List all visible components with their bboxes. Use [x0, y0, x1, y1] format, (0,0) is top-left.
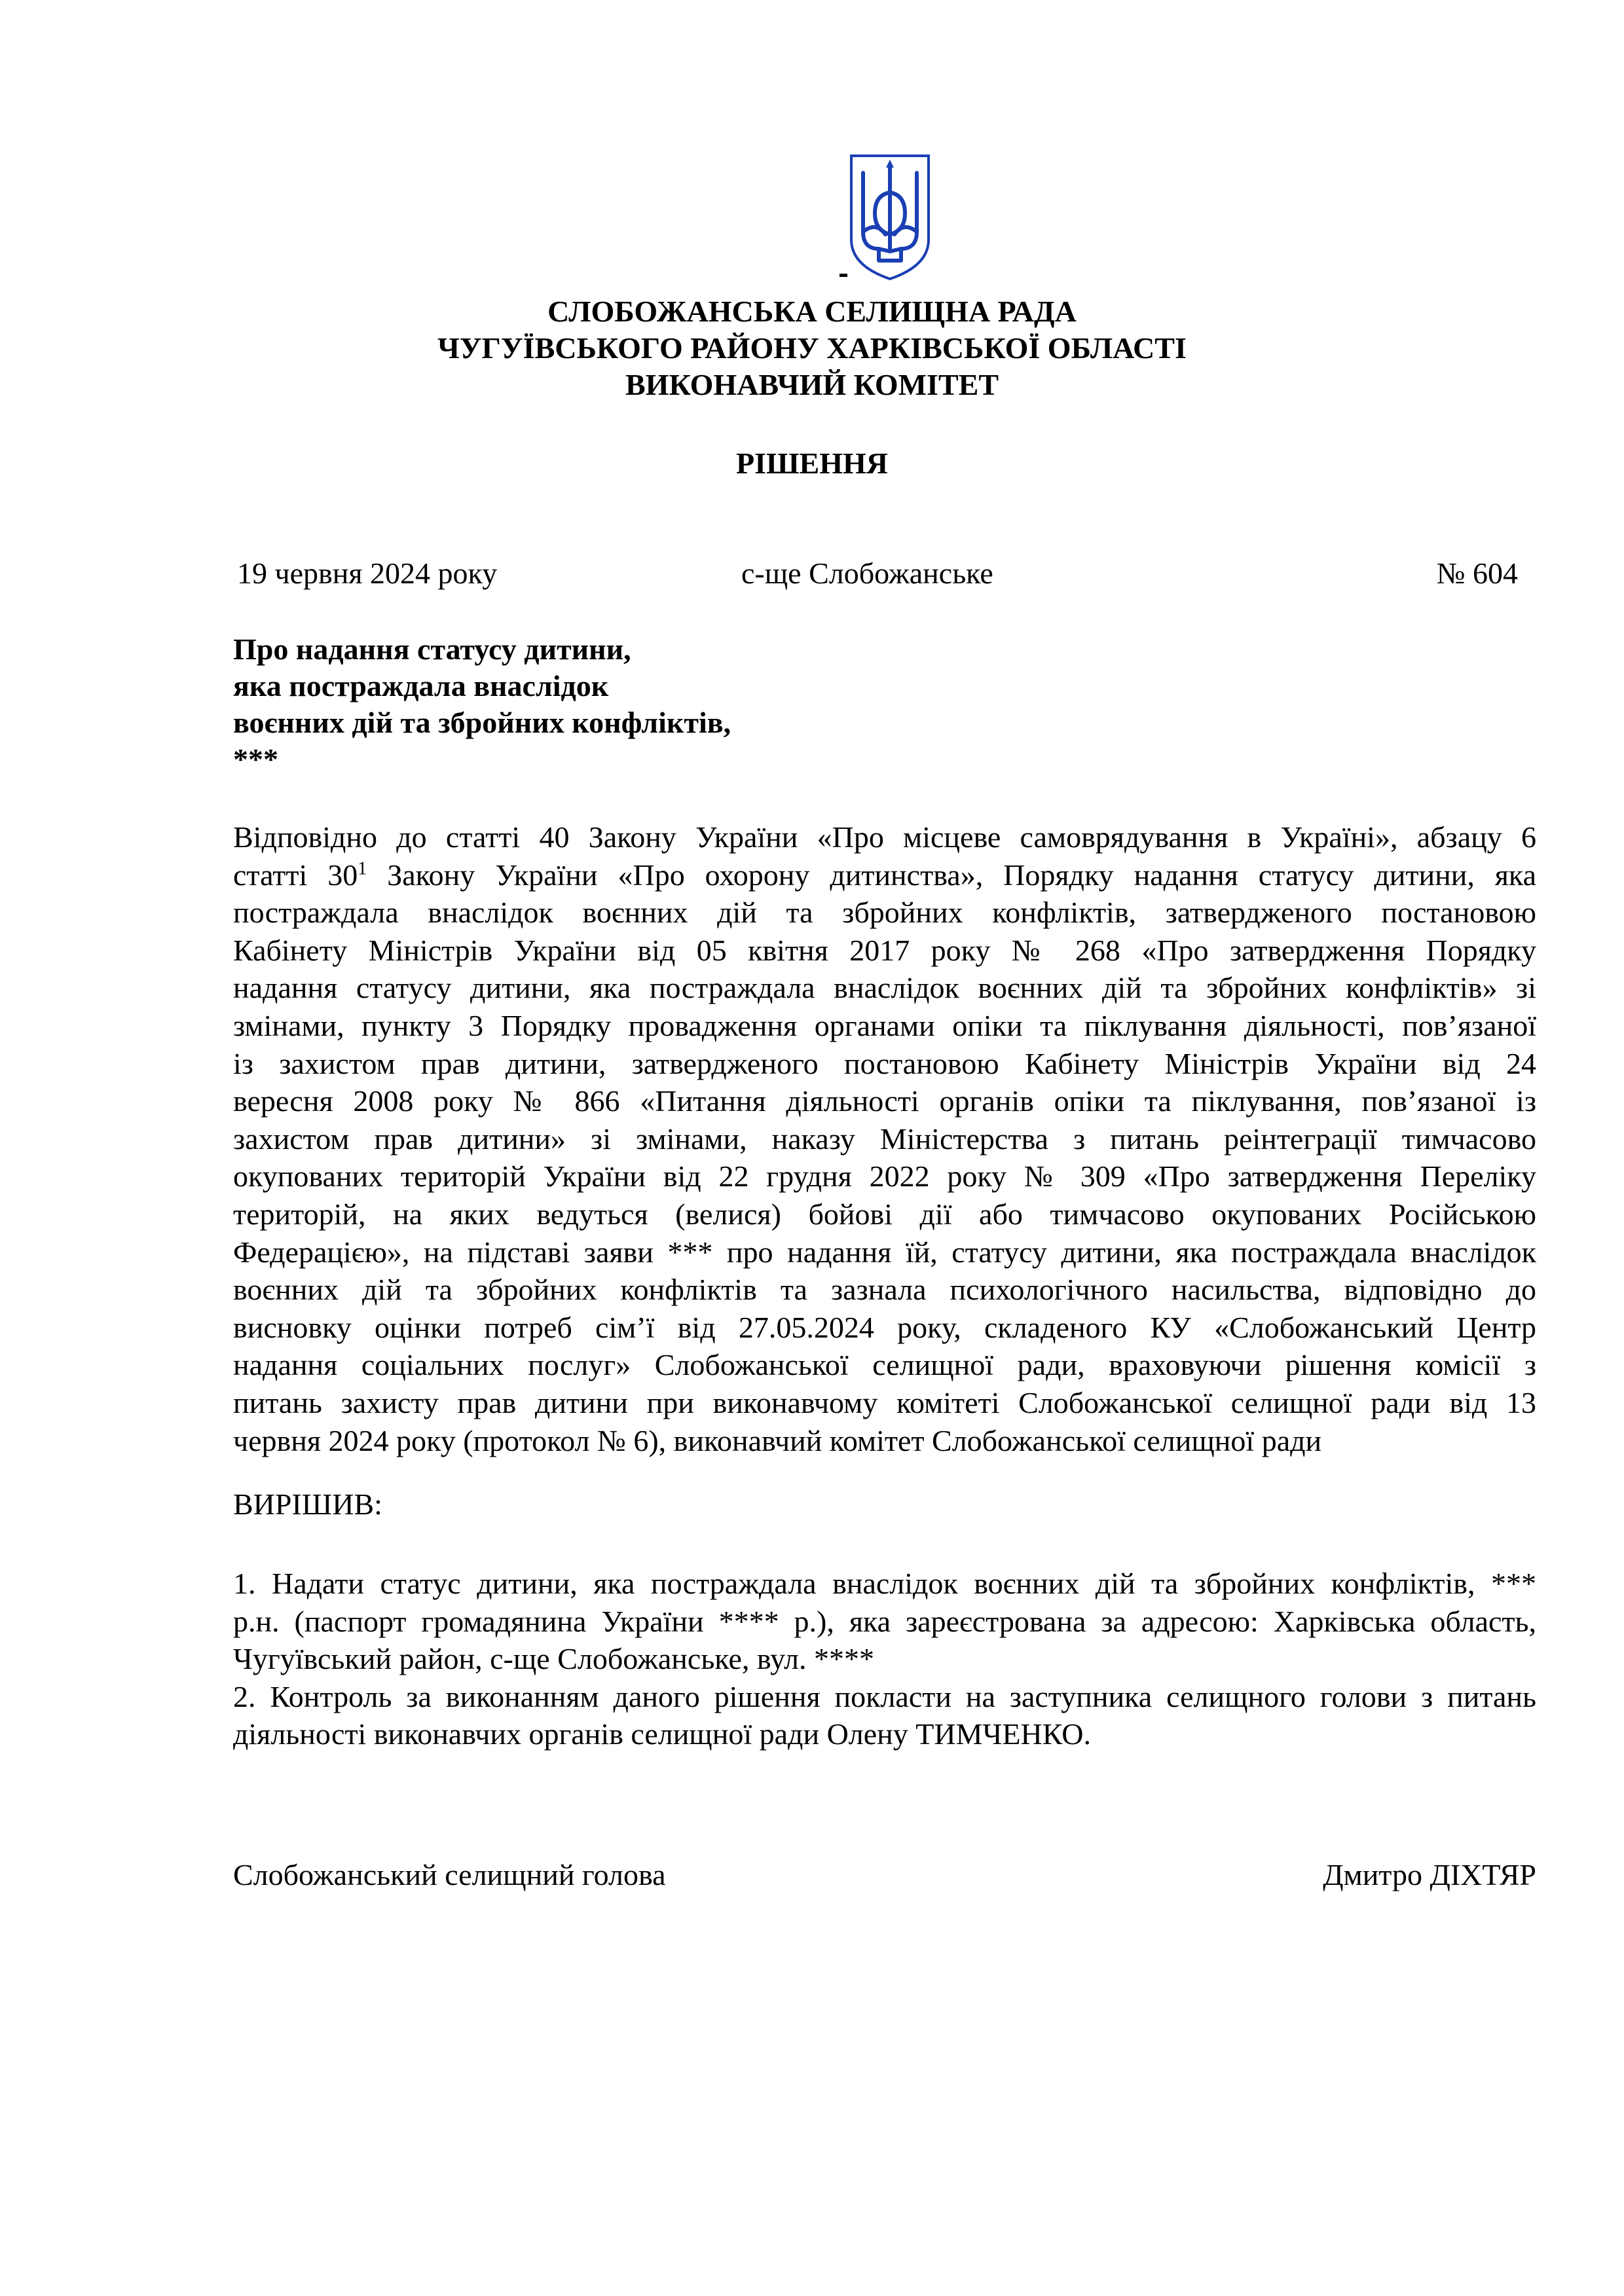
- preamble-line: Федерацією», на підставі заяви *** про надання їй, статусу дитини, яка постраждала внаслідок: [233, 1235, 1536, 1269]
- preamble-line: надання статусу дитини, яка постраждала внаслідок воєнних дій та збройних конфліктів» зі: [233, 971, 1536, 1005]
- document-number: № 604: [1436, 556, 1518, 590]
- item-line: діяльності виконавчих органів селищної ради Олену ТИМЧЕНКО.: [233, 1717, 1091, 1751]
- preamble-line: надання соціальних послуг» Слобожанської селищної ради, враховуючи рішення комісії з: [233, 1348, 1536, 1382]
- document-meta: [237, 555, 1518, 594]
- preamble-text: статті 30: [233, 858, 358, 892]
- preamble-line: із захистом прав дитини, затвердженого постановою Кабінету Міністрів України від 24: [233, 1046, 1536, 1080]
- preamble-paragraph: [233, 818, 1536, 1459]
- preamble-line: територій, на яких ведуться (велися) бойові дії або тимчасово окупованих Російською: [233, 1197, 1536, 1231]
- preamble-line: [233, 856, 1536, 894]
- district-region: ЧУГУЇВСЬКОГО РАЙОНУ ХАРКІВСЬКОЇ ОБЛАСТІ: [437, 331, 1187, 365]
- document-place: с-ще Слобожанське: [741, 556, 993, 590]
- document-date: 19 червня 2024 року: [237, 556, 498, 590]
- subject-line: ***: [233, 742, 278, 776]
- preamble-line: змінами, пункту 3 Порядку провадження органами опіки та піклування діяльності, пов’язаної: [233, 1008, 1536, 1042]
- decision-subject: [233, 631, 1150, 778]
- preamble-line: висновку оцінки потреб сім’ї від 27.05.2024 року, складеного КУ «Слобожанський Центр: [233, 1310, 1536, 1344]
- document-type-title: РІШЕННЯ: [736, 446, 888, 480]
- subject-line: Про надання статусу дитини,: [233, 632, 631, 666]
- executive-committee: ВИКОНАВЧИЙ КОМІТЕТ: [625, 368, 999, 401]
- preamble-line: воєнних дій та збройних конфліктів та зазнала психологічного насильства, відповідно до: [233, 1273, 1536, 1307]
- preamble-line: питань захисту прав дитини при виконавчому комітеті Слобожанської селищної ради від 13: [233, 1385, 1536, 1419]
- preamble-line: Кабінету Міністрів України від 05 квітня 2017 року № 268 «Про затвердження Порядку: [233, 933, 1536, 967]
- signatory-title: Слобожанський селищний голова: [233, 1858, 666, 1891]
- superscript-mark: 1: [358, 858, 367, 879]
- council-name: СЛОБОЖАНСЬКА СЕЛИЩНА РАДА: [547, 295, 1077, 328]
- preamble-line: червня 2024 року (протокол № 6), виконавчий комітет Слобожанської селищної ради: [233, 1423, 1322, 1457]
- preamble-line: вересня 2008 року № 866 «Питання діяльності органів опіки та піклування, пов’язаної із: [233, 1084, 1536, 1118]
- signatory-name: Дмитро ДІХТЯР: [1323, 1858, 1536, 1891]
- dash-mark: [840, 274, 847, 277]
- subject-line: воєнних дій та збройних конфліктів,: [233, 706, 731, 739]
- ukraine-trident-emblem-icon: [849, 153, 931, 282]
- preamble-line: захистом прав дитини» зі змінами, наказу Міністерства з питань реінтеграції тимчасово: [233, 1121, 1536, 1156]
- preamble-line: Відповідно до статті 40 Закону України «Про місцеве самоврядування в Україні», абзацу 6: [233, 820, 1536, 854]
- preamble-text: Закону України «Про охорону дитинства», Порядку надання статусу дитини, яка: [367, 858, 1537, 892]
- preamble-line: постраждала внаслідок воєнних дій та збройних конфліктів, затвердженого постановою: [233, 896, 1536, 930]
- subject-line: яка постраждала внаслідок: [233, 669, 609, 702]
- item-line: 1. Надати статус дитини, яка постраждала внаслідок воєнних дій та збройних конфліктів, ***: [233, 1567, 1536, 1600]
- item-line: Чугуївський район, с-ще Слобожанське, вул. ****: [233, 1642, 875, 1676]
- resolved-heading: ВИРІШИВ:: [233, 1487, 382, 1521]
- signature-block: [233, 1857, 1536, 1896]
- item-line: р.н. (паспорт громадянина України **** р.), яка зареєстрована за адресою: Харківська область,: [233, 1604, 1536, 1638]
- preamble-line: окупованих територій України від 22 грудня 2022 року № 309 «Про затвердження Переліку: [233, 1159, 1536, 1194]
- decision-items: [233, 1565, 1536, 1753]
- item-line: 2. Контроль за виконанням даного рішення покласти на заступника селищного голови з питань: [233, 1679, 1536, 1713]
